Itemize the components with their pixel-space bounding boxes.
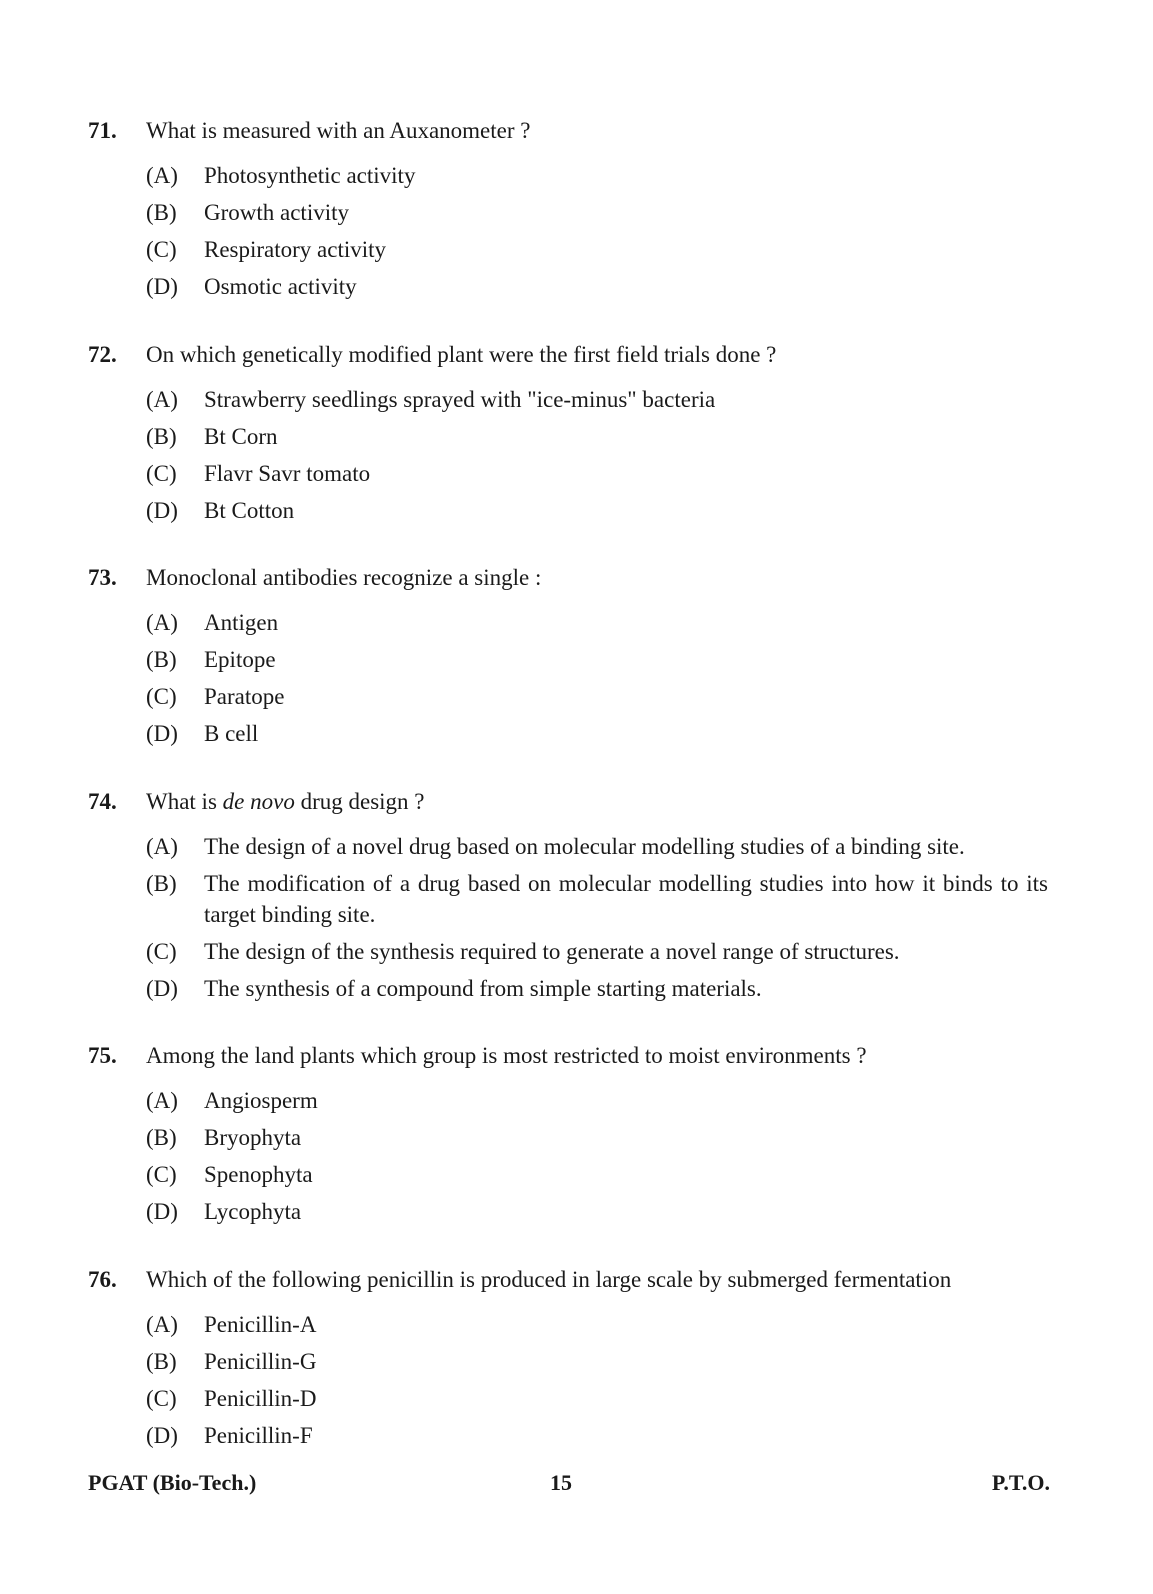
option-text: Penicillin-D	[204, 1386, 317, 1411]
question-header	[88, 565, 1048, 601]
option-text: Spenophyta	[204, 1162, 313, 1187]
option-letter: (A)	[146, 1088, 178, 1113]
option-text: Flavr Savr tomato	[204, 461, 371, 486]
question-text	[146, 789, 1048, 815]
option-text: Strawberry seedlings sprayed with "ice-minus" bacteria	[204, 387, 716, 412]
option-letter: (B)	[146, 200, 177, 225]
question-text: Which of the following penicillin is produced in large scale by submerged fermentation	[146, 1267, 952, 1292]
question-header	[88, 342, 1048, 378]
option-a	[146, 1085, 1048, 1116]
option-d	[146, 1420, 1048, 1451]
question-number: 76.	[88, 1267, 117, 1292]
option-letter: (B)	[146, 1125, 177, 1150]
option-d	[146, 271, 1048, 302]
question-72	[88, 342, 1048, 526]
question-75	[88, 1043, 1048, 1227]
option-b	[146, 1346, 1048, 1377]
option-b	[146, 197, 1048, 228]
question-number: 72.	[88, 342, 117, 367]
option-letter: (B)	[146, 424, 177, 449]
question-number: 71.	[88, 118, 117, 143]
option-letter: (B)	[146, 1349, 177, 1374]
option-text: Bryophyta	[204, 1125, 302, 1150]
option-a	[146, 384, 1048, 415]
question-text: Monoclonal antibodies recognize a single :	[146, 565, 542, 590]
option-letter: (B)	[146, 647, 177, 672]
option-text: The design of a novel drug based on molecular modelling studies of a binding site.	[204, 834, 965, 859]
page-number: 15	[550, 1470, 572, 1495]
option-c	[146, 681, 1048, 712]
question-number: 73.	[88, 565, 117, 590]
option-letter: (C)	[146, 684, 177, 709]
option-text: Bt Corn	[204, 424, 278, 449]
question-header	[88, 789, 1048, 825]
question-76	[88, 1267, 1048, 1451]
option-b	[146, 868, 1048, 930]
option-letter: (A)	[146, 834, 178, 859]
option-letter: (C)	[146, 939, 177, 964]
question-71	[88, 118, 1048, 302]
option-letter: (D)	[146, 1199, 178, 1224]
option-text: Penicillin-F	[204, 1423, 313, 1448]
question-text: On which genetically modified plant were the first field trials done ?	[146, 342, 777, 367]
option-text: Penicillin-A	[204, 1312, 317, 1337]
option-letter: (D)	[146, 976, 178, 1001]
question-74	[88, 789, 1048, 1004]
option-text: Lycophyta	[204, 1199, 302, 1224]
pto-label: P.T.O.	[991, 1470, 1050, 1495]
question-73	[88, 565, 1048, 749]
option-c	[146, 1159, 1048, 1190]
question-header	[88, 1043, 1048, 1079]
option-letter: (A)	[146, 610, 178, 635]
option-letter: (B)	[146, 871, 177, 896]
question-number: 74.	[88, 789, 117, 814]
option-b	[146, 421, 1048, 452]
option-letter: (A)	[146, 387, 178, 412]
option-text: B cell	[204, 721, 259, 746]
option-text: The modification of a drug based on molecular modelling studies into how it binds to its target binding site.	[204, 871, 1048, 927]
option-a	[146, 160, 1048, 191]
option-a	[146, 607, 1048, 638]
option-c	[146, 936, 1048, 967]
option-text: Respiratory activity	[204, 237, 387, 262]
exam-code: PGAT (Bio-Tech.)	[88, 1470, 257, 1495]
option-text: The synthesis of a compound from simple starting materials.	[204, 976, 762, 1001]
question-header	[88, 1267, 1048, 1303]
option-letter: (C)	[146, 1386, 177, 1411]
option-letter: (A)	[146, 163, 178, 188]
option-text: Antigen	[204, 610, 279, 635]
option-text: Osmotic activity	[204, 274, 357, 299]
option-b	[146, 1122, 1048, 1153]
option-a	[146, 831, 1048, 862]
option-text: Penicillin-G	[204, 1349, 317, 1374]
option-letter: (C)	[146, 1162, 177, 1187]
option-b	[146, 644, 1048, 675]
option-d	[146, 973, 1048, 1004]
option-c	[146, 458, 1048, 489]
option-d	[146, 495, 1048, 526]
option-text: Bt Cotton	[204, 498, 295, 523]
option-d	[146, 718, 1048, 749]
option-letter: (C)	[146, 237, 177, 262]
option-letter: (C)	[146, 461, 177, 486]
question-number: 75.	[88, 1043, 117, 1068]
option-text: The design of the synthesis required to generate a novel range of structures.	[204, 939, 900, 964]
option-text: Growth activity	[204, 200, 349, 225]
option-letter: (D)	[146, 721, 178, 746]
option-letter: (D)	[146, 1423, 178, 1448]
question-text: What is measured with an Auxanometer ?	[146, 118, 531, 143]
option-a	[146, 1309, 1048, 1340]
option-text: Paratope	[204, 684, 285, 709]
option-text: Angiosperm	[204, 1088, 318, 1113]
option-letter: (D)	[146, 274, 178, 299]
question-text: Among the land plants which group is most restricted to moist environments ?	[146, 1043, 867, 1068]
question-text-after: drug design ?	[294, 789, 425, 814]
option-letter: (A)	[146, 1312, 178, 1337]
option-letter: (D)	[146, 498, 178, 523]
question-text-before: What is	[146, 789, 223, 814]
question-text-italic: de novo	[222, 789, 295, 814]
option-text: Epitope	[204, 647, 276, 672]
question-header	[88, 118, 1048, 154]
option-text: Photosynthetic activity	[204, 163, 416, 188]
option-c	[146, 1383, 1048, 1414]
option-d	[146, 1196, 1048, 1227]
option-c	[146, 234, 1048, 265]
